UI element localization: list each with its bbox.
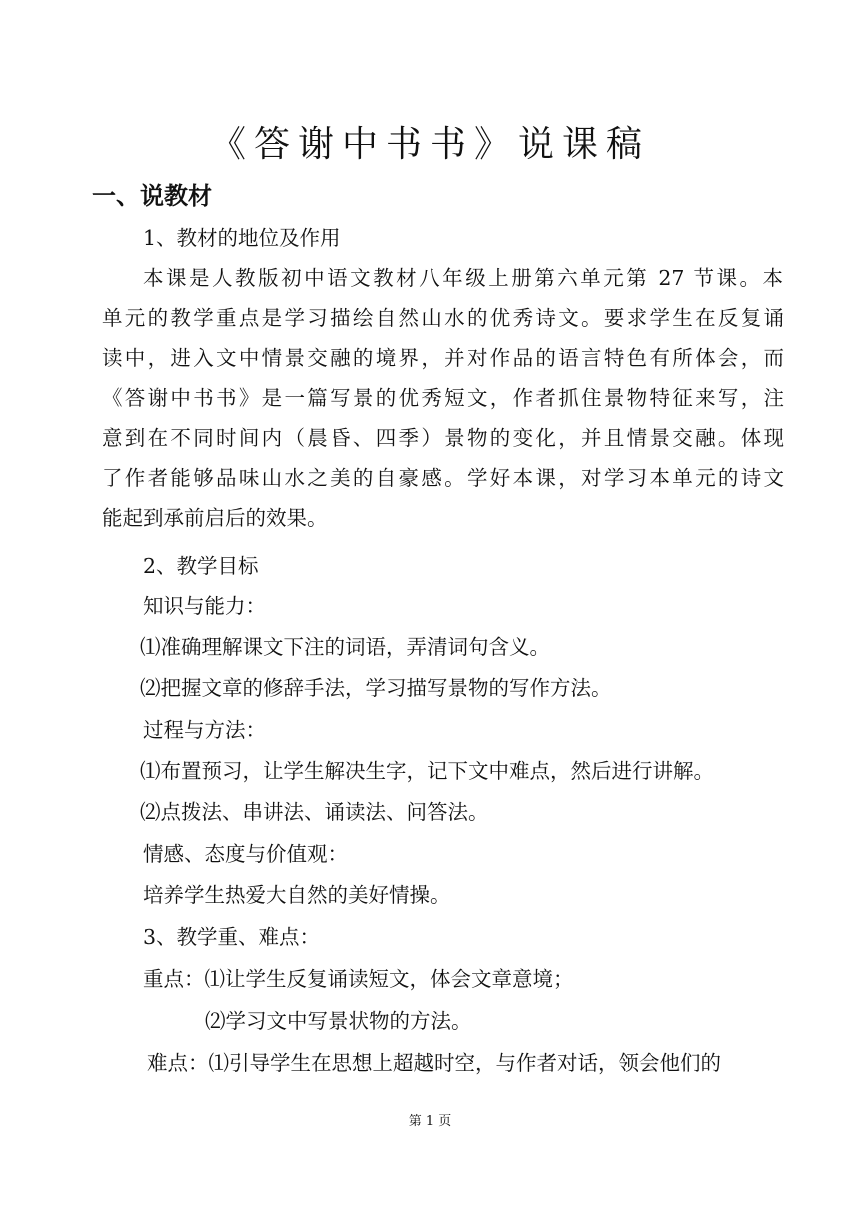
page-number: 第 1 页 [408, 1114, 452, 1129]
emotion-heading: 情感、态度与价值观： [143, 842, 348, 866]
process-item: ⑵点拨法、串讲法、诵读法、问答法。 [140, 800, 489, 824]
subsection-heading-goals: 2、教学目标 [143, 554, 259, 578]
subsection-heading-keypoints: 3、教学重、难点： [143, 925, 321, 949]
paragraph-line: 本课是人教版初中语文教材八年级上册第六单元第 27 节课。本 [143, 266, 783, 290]
key-points-line: ⑵学习文中写景状物的方法。 [205, 1009, 472, 1033]
knowledge-heading: 知识与能力： [143, 594, 266, 618]
knowledge-item: ⑴准确理解课文下注的词语，弄清词句含义。 [140, 635, 550, 659]
paragraph-line: 《答谢中书书》是一篇写景的优秀短文，作者抓住景物特征来写，注 [102, 386, 784, 410]
knowledge-item: ⑵把握文章的修辞手法，学习描写景物的写作方法。 [140, 676, 612, 700]
process-item: ⑴布置预习，让学生解决生字，记下文中难点，然后进行讲解。 [140, 759, 714, 783]
paragraph-line: 单元的教学重点是学习描绘自然山水的优秀诗文。要求学生在反复诵 [102, 306, 784, 330]
section-heading-textbook: 一、说教材 [92, 182, 212, 210]
subsection-heading-role: 1、教材的地位及作用 [143, 226, 341, 250]
document-title: 《答谢中书书》说课稿 [209, 124, 650, 165]
process-heading: 过程与方法： [143, 718, 266, 742]
paragraph-line: 读中，进入文中情景交融的境界，并对作品的语言特色有所体会，而 [102, 346, 784, 370]
difficult-points-line: 难点：⑴引导学生在思想上超越时空，与作者对话，领会他们的 [147, 1051, 721, 1075]
paragraph-line: 能起到承前启后的效果。 [102, 506, 328, 530]
paragraph-line: 意到在不同时间内（晨昏、四季）景物的变化，并且情景交融。体现 [102, 426, 784, 450]
emotion-item: 培养学生热爱大自然的美好情操。 [143, 883, 451, 907]
paragraph-line: 了作者能够品味山水之美的自豪感。学好本课，对学习本单元的诗文 [102, 466, 784, 490]
key-points-line: 重点：⑴让学生反复诵读短文，体会文章意境； [143, 967, 574, 991]
